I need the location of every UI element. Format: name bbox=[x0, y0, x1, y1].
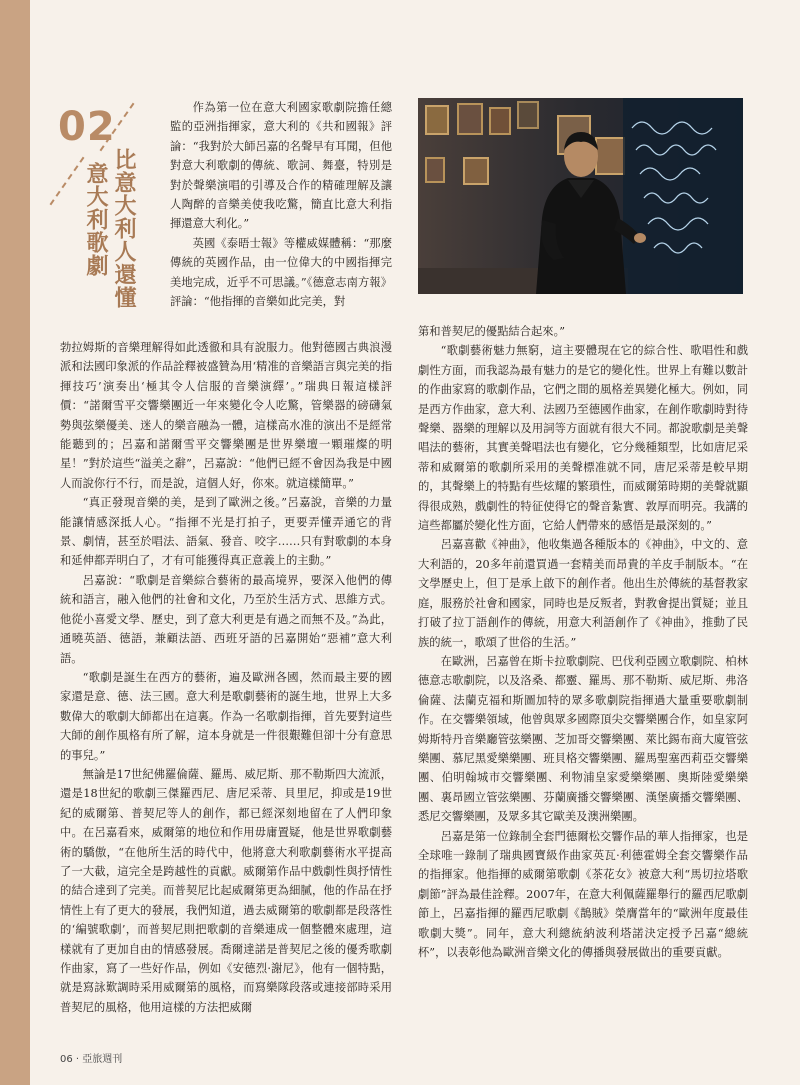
article-paragraph: 呂嘉喜歡《神曲》，他收集過各種版本的《神曲》，中文的、意大利語的，20多年前還買過一套精美而昂貴的羊皮手制版本。“在文學歷史上，但丁是承上啟下的創作者。他出生於傳統的基督教家庭，服務於社會和國家，同時也是反叛者，對教會提出質疑；並且打破了拉丁語創作的傳統，用意大利語創作了《神曲》，推動了民族的統一，歌頌了世俗的生活。” bbox=[418, 538, 748, 649]
article-column-left bbox=[60, 338, 392, 1017]
article-paragraph: “歌劇藝術魅力無窮，這主要體現在它的綜合性、歌唱性和戲劇性方面，而我認為最有魅力的是它的變化性。世界上有難以數計的作曲家寫的歌劇作品，它們之間的風格差異變化極大。例如，同是西方作曲家，意大利、法國乃至德國作曲家，在創作歌劇時對待聲樂、器樂的理解以及用詞等方面就有很大不同。都說歌劇是美聲唱法的藝術，其實美聲唱法也有變化，它分幾種類型，比如唐尼采蒂和威爾第的歌劇所采用的美聲標准就不同，唐尼采蒂是較早期的，其聲樂上的特點有些炫耀的繁瑣性，而威爾第時期的美聲就顯得很成熟，戲劇性的特征使得它的聲音紮實、敦厚而明亮。我講的這些都屬於變化性方面，它給人們帶來的感悟是最深刻的。” bbox=[418, 344, 748, 533]
article-paragraph: 無論是17世紀佛羅倫薩、羅馬、威尼斯、那不勒斯四大流派，還是18世紀的歌劇三傑羅西尼、唐尼采蒂、貝里尼，抑或是19世紀的威爾第、普契尼等人的創作，都已經深刻地留在了人們印象中。在呂嘉看來，威爾第的地位和作用毋庸置疑，他是世界歌劇藝術的驕傲，“在他所生活的時代中，他將意大利歌劇藝術水平提高了一大截，這完全是跨越性的貢獻。威爾第作品中戲劇性與抒情性的結合達到了完美。而普契尼比起威爾第更為細膩，他的作品在抒情性上有了更大的發展，我們知道，過去威爾第的歌劇都是段落性的‘編號歌劇’，而普契尼則把歌劇的音樂連成一個整體來處理，這樣就有了更加自由的情感發展。喬爾達諾是普契尼之後的優秀歌劇作曲家，寫了一些好作品，例如《安德烈·謝尼》，他有一個特點，就是寫詠歎調時采用威爾第的風格，而寫樂隊段落或連接部時采用普契尼的風格，他用這樣的方法把威爾 bbox=[60, 767, 392, 1014]
section-title-line2: 意大利歌劇 bbox=[83, 162, 108, 277]
article-paragraph: 在歐洲，呂嘉曾在斯卡拉歌劇院、巴伐利亞國立歌劇院、柏林德意志歌劇院，以及洛桑、都靈、羅馬、那不勒斯、威尼斯、弗洛倫薩、法蘭克福和斯圖加特的眾多歌劇院指揮過大量重要歌劇制作。在交響樂領域，他曾與眾多國際頂尖交響樂團合作，如皇家阿姆斯特丹音樂廳管弦樂團、芝加哥交響樂團、萊比錫布商大廈管弦樂團、慕尼黑愛樂樂團、班貝格交響樂團、羅馬聖塞西莉亞交響樂團、伯明翰城市交響樂團、利物浦皇家愛樂樂團、奧斯陸愛樂樂團、裏昂國立管弦樂團、芬蘭廣播交響樂團、漢堡廣播交響樂團、悉尼交響樂團，及眾多其它歐美及澳洲樂團。 bbox=[418, 654, 748, 824]
page-footer: 06 · 亞旅週刊 bbox=[60, 1054, 123, 1065]
photo-illustration bbox=[418, 98, 743, 294]
article-paragraph: “歌劇是誕生在西方的藝術，遍及歐洲各國，然而最主要的國家還是意、德、法三國。意大利是歌劇藝術的誕生地，世界上大多數偉大的歌劇大師都出在這裏。作為一名歌劇指揮，首先要對這些大師的創作風格有所了解，這本身就是一件很艱難但卻十分有意思的事兒。” bbox=[60, 670, 392, 762]
article-paragraph: 作為第一位在意大利國家歌劇院擔任總監的亞洲指揮家，意大利的《共和國報》評論：“我對於大師呂嘉的名聲早有耳聞，但他對意大利歌劇的傳統、歌詞、舞臺，特別是對於聲樂演唱的引導及合作的精確理解及讓人陶醉的音樂美使我吃驚，簡直比意大利指揮還意大利化。” bbox=[170, 101, 392, 231]
article-column-upper bbox=[170, 98, 392, 311]
article-paragraph: 英國《泰晤士報》等權威媒體稱：“那麼傳統的英國作品，由一位偉大的中國指揮完美地完成，近乎不可思議。”《德意志南方報》評論：“他指揮的音樂如此完美，對 bbox=[170, 236, 392, 309]
page-edge-bar bbox=[0, 0, 30, 1085]
article-paragraph: “真正發現音樂的美，是到了歐洲之後。”呂嘉說，音樂的力量能讓情感深抵人心。“指揮不光是打拍子，更要弄懂弄通它的背景、劇情，甚至於唱法、語氣、發音、咬字……只有對歌劇的本身和延伸都弄明白了，才有可能獲得真正意義上的主動。” bbox=[60, 496, 392, 568]
article-paragraph: 呂嘉是第一位錄制全套門德爾松交響作品的華人指揮家，也是全球唯一錄制了瑞典國寶級作曲家英瓦·利德霍姆全套交響樂作品的指揮家。他指揮的威爾第歌劇《茶花女》被意大利“馬切拉塔歌劇節”評為最佳詮釋。2007年，在意大利佩薩羅舉行的羅西尼歌劇節上，呂嘉指揮的羅西尼歌劇《鵲賊》榮膺當年的“歐洲年度最佳歌劇大獎”。同年，意大利總統納波利塔諾決定授予呂嘉“總統杯”，以表彰他為歐洲音樂文化的傳播與發展做出的重要貢獻。 bbox=[418, 829, 748, 959]
article-column-right bbox=[418, 322, 748, 962]
article-paragraph: 勃拉姆斯的音樂理解得如此透徹和具有說服力。他對德國古典浪漫派和法國印象派的作品詮釋被盛贊為用‘精准的音樂語言與完美的指揮技巧’演奏出‘極其令人信服的音樂演繹’。”瑞典日報這樣評價：“諾爾雪平交響樂團近一年來變化令人吃驚，管樂器的磅礴氣勢與弦樂優美、迷人的樂音融為一體，這樣高水准的演出不是經常能聽到的；呂嘉和諾爾雪平交響樂團是世界樂壇一顆璀燦的明星！”對於這些“溢美之辭”，呂嘉說：“他們已經不會因為我是中國人而說你行不行，而是說，這個人好，你來。就這樣簡單。” bbox=[60, 341, 392, 490]
section-number: 02 bbox=[58, 104, 116, 150]
article-photo bbox=[418, 98, 743, 294]
section-title-line1: 比意大利人還懂 bbox=[111, 148, 136, 309]
article-paragraph: 第和普契尼的優點結合起來。” bbox=[418, 325, 565, 338]
article-paragraph: 呂嘉說：“歌劇是音樂綜合藝術的最高境界，要深入他們的傳統和語言，融入他們的社會和文化，乃至於生活方式、思維方式。他從小喜愛文學、歷史，到了意大利更是有過之而無不及。”為此，通曉英語、德語，兼顧法語、西班牙語的呂嘉開始“惡補”意大利語。 bbox=[60, 573, 392, 665]
